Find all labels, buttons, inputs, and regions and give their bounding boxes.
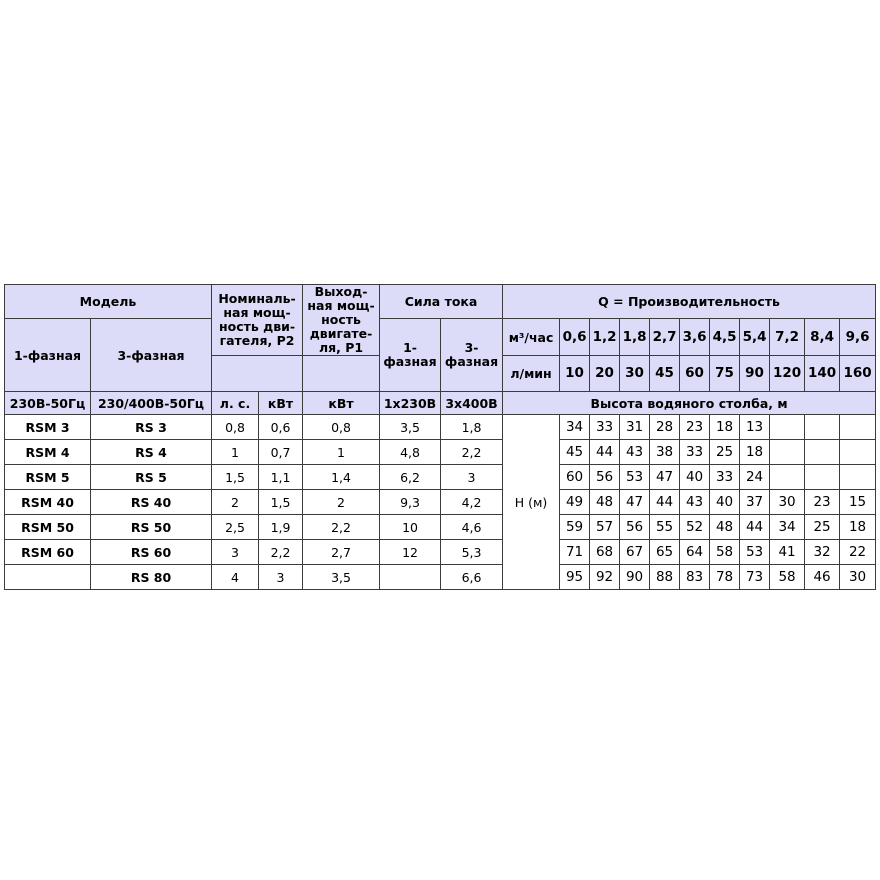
current-1phase: 9,3 [380, 490, 441, 515]
power-hp: 1 [212, 440, 259, 465]
power-kw-p1: 0,8 [303, 415, 380, 440]
head-value: 22 [840, 540, 876, 565]
head-value: 52 [680, 515, 710, 540]
flow-lmin: 75 [710, 356, 740, 392]
head-value: 47 [620, 490, 650, 515]
power-kw-p2: 2,2 [259, 540, 303, 565]
current-3phase: 3 [441, 465, 503, 490]
header-row-1 [5, 285, 876, 319]
head-value [770, 465, 805, 490]
head-value: 23 [805, 490, 840, 515]
head-value: 18 [710, 415, 740, 440]
power-p1-spacer [303, 356, 380, 392]
current-3phase: 5,3 [441, 540, 503, 565]
head-value: 47 [650, 465, 680, 490]
current-3phase: 6,6 [441, 565, 503, 590]
amp-3-header: 3х400В [441, 392, 503, 415]
flow-title: Q = Производительность [503, 285, 876, 319]
head-value: 88 [650, 565, 680, 590]
head-value [770, 415, 805, 440]
power-kw-p1: 2 [303, 490, 380, 515]
power-hp: 4 [212, 565, 259, 590]
head-value: 15 [840, 490, 876, 515]
model-1phase: RSM 50 [5, 515, 91, 540]
head-value: 83 [680, 565, 710, 590]
head-value [805, 415, 840, 440]
head-value: 49 [560, 490, 590, 515]
current-3phase: 1,8 [441, 415, 503, 440]
head-value: 32 [805, 540, 840, 565]
power-p1-header [303, 285, 380, 356]
head-value: 33 [710, 465, 740, 490]
head-value: 34 [560, 415, 590, 440]
voltage-1-header: 230В-50Гц [5, 392, 91, 415]
current-3phase: 4,6 [441, 515, 503, 540]
head-value: 40 [710, 490, 740, 515]
flow-lmin: 120 [770, 356, 805, 392]
voltage-3-header: 230/400В-50Гц [91, 392, 212, 415]
current-1phase: 6,2 [380, 465, 441, 490]
table-row [5, 515, 876, 540]
head-value: 24 [740, 465, 770, 490]
head-value: 44 [590, 440, 620, 465]
model-3phase: RS 4 [91, 440, 212, 465]
flow-lmin: 140 [805, 356, 840, 392]
model-1phase: RSM 5 [5, 465, 91, 490]
model-1phase: RSM 40 [5, 490, 91, 515]
head-value [840, 415, 876, 440]
head-value: 55 [650, 515, 680, 540]
head-value: 53 [740, 540, 770, 565]
flow-m3h: 2,7 [650, 319, 680, 356]
head-value: 56 [620, 515, 650, 540]
head-value: 44 [740, 515, 770, 540]
head-value: 37 [740, 490, 770, 515]
table-row [5, 565, 876, 590]
table-body [5, 285, 876, 590]
head-value: 43 [620, 440, 650, 465]
flow-m3h: 1,2 [590, 319, 620, 356]
flow-lmin: 45 [650, 356, 680, 392]
flow-lmin: 20 [590, 356, 620, 392]
head-value: 90 [620, 565, 650, 590]
head-value: 30 [840, 565, 876, 590]
head-value: 45 [560, 440, 590, 465]
power-p2-header [212, 285, 303, 356]
header-row-4 [5, 392, 876, 415]
table-row [5, 490, 876, 515]
head-value: 41 [770, 540, 805, 565]
model-3phase: RS 40 [91, 490, 212, 515]
power-kw-p1: 1,4 [303, 465, 380, 490]
flow-m3h: 3,6 [680, 319, 710, 356]
flow-lmin: 30 [620, 356, 650, 392]
flow-lmin: 90 [740, 356, 770, 392]
current-1phase: 10 [380, 515, 441, 540]
model-1phase: RSM 60 [5, 540, 91, 565]
head-value: 40 [680, 465, 710, 490]
model-3phase: RS 3 [91, 415, 212, 440]
flow-m3h: 9,6 [840, 319, 876, 356]
head-value: 60 [560, 465, 590, 490]
model-3phase: RS 60 [91, 540, 212, 565]
table-row [5, 465, 876, 490]
flow-lmin: 60 [680, 356, 710, 392]
head-value: 73 [740, 565, 770, 590]
head-value: 65 [650, 540, 680, 565]
power-hp: 2,5 [212, 515, 259, 540]
head-value: 92 [590, 565, 620, 590]
power-kw-p1: 3,5 [303, 565, 380, 590]
head-value: 57 [590, 515, 620, 540]
current-1phase: 3,5 [380, 415, 441, 440]
head-value: 58 [710, 540, 740, 565]
head-value: 31 [620, 415, 650, 440]
table-row [5, 415, 876, 440]
head-value [840, 465, 876, 490]
flow-lmin: 160 [840, 356, 876, 392]
power-kw-p2: 0,7 [259, 440, 303, 465]
head-value: 34 [770, 515, 805, 540]
table-row [5, 540, 876, 565]
model-1phase: RSM 3 [5, 415, 91, 440]
head-value: 38 [650, 440, 680, 465]
power-kw-p2: 1,1 [259, 465, 303, 490]
head-value: 33 [590, 415, 620, 440]
lmin-label: л/мин [503, 356, 560, 392]
power-kw-p1: 2,7 [303, 540, 380, 565]
kw-p1-header: кВт [303, 392, 380, 415]
head-value: 68 [590, 540, 620, 565]
phase1-header: 1-фазная [5, 319, 91, 392]
pump-spec-table [4, 284, 876, 590]
flow-m3h: 7,2 [770, 319, 805, 356]
head-value: 59 [560, 515, 590, 540]
head-value: 23 [680, 415, 710, 440]
current-3-header: 3-фазная [441, 319, 503, 392]
power-hp: 3 [212, 540, 259, 565]
head-value: 25 [710, 440, 740, 465]
kw-p2-header: кВт [259, 392, 303, 415]
current-1phase: 12 [380, 540, 441, 565]
head-value [805, 440, 840, 465]
head-value: 18 [740, 440, 770, 465]
m3h-label: м³/час [503, 319, 560, 356]
current-1phase: 4,8 [380, 440, 441, 465]
power-kw-p2: 1,5 [259, 490, 303, 515]
power-hp: 2 [212, 490, 259, 515]
power-hp: 1,5 [212, 465, 259, 490]
model-3phase: RS 80 [91, 565, 212, 590]
head-value: 78 [710, 565, 740, 590]
head-value [770, 440, 805, 465]
head-value: 56 [590, 465, 620, 490]
flow-m3h: 5,4 [740, 319, 770, 356]
head-axis-label: H (м) [503, 415, 560, 590]
head-value: 25 [805, 515, 840, 540]
flow-m3h: 4,5 [710, 319, 740, 356]
flow-m3h: 1,8 [620, 319, 650, 356]
model-3phase: RS 5 [91, 465, 212, 490]
power-kw-p2: 0,6 [259, 415, 303, 440]
current-1phase [380, 565, 441, 590]
head-value: 33 [680, 440, 710, 465]
header-row-2 [5, 319, 876, 356]
amp-1-header: 1х230В [380, 392, 441, 415]
head-title: Высота водяного столба, м [503, 392, 876, 415]
power-p2-label: Номиналь-ная мощ-ность дви-гателя, P2 [218, 291, 296, 348]
power-kw-p2: 3 [259, 565, 303, 590]
head-value: 53 [620, 465, 650, 490]
head-value: 18 [840, 515, 876, 540]
head-value: 46 [805, 565, 840, 590]
table-row [5, 440, 876, 465]
flow-lmin: 10 [560, 356, 590, 392]
flow-m3h: 0,6 [560, 319, 590, 356]
current-3phase: 2,2 [441, 440, 503, 465]
head-value: 30 [770, 490, 805, 515]
head-value: 28 [650, 415, 680, 440]
power-kw-p1: 2,2 [303, 515, 380, 540]
phase3-header: 3-фазная [91, 319, 212, 392]
head-value: 64 [680, 540, 710, 565]
head-value: 48 [710, 515, 740, 540]
power-kw-p2: 1,9 [259, 515, 303, 540]
flow-m3h: 8,4 [805, 319, 840, 356]
head-value: 71 [560, 540, 590, 565]
head-value: 58 [770, 565, 805, 590]
hp-header: л. с. [212, 392, 259, 415]
model-1phase [5, 565, 91, 590]
current-1-header: 1-фазная [380, 319, 441, 392]
model-header: Модель [5, 285, 212, 319]
power-p1-label: Выход-ная мощ-ность двигате-ля, P1 [307, 284, 375, 355]
head-value: 67 [620, 540, 650, 565]
power-kw-p1: 1 [303, 440, 380, 465]
head-value [840, 440, 876, 465]
head-value: 13 [740, 415, 770, 440]
current-3phase: 4,2 [441, 490, 503, 515]
head-value: 44 [650, 490, 680, 515]
model-3phase: RS 50 [91, 515, 212, 540]
head-value [805, 465, 840, 490]
current-header: Сила тока [380, 285, 503, 319]
head-value: 48 [590, 490, 620, 515]
model-1phase: RSM 4 [5, 440, 91, 465]
power-p2-spacer [212, 356, 303, 392]
head-value: 43 [680, 490, 710, 515]
power-hp: 0,8 [212, 415, 259, 440]
head-value: 95 [560, 565, 590, 590]
